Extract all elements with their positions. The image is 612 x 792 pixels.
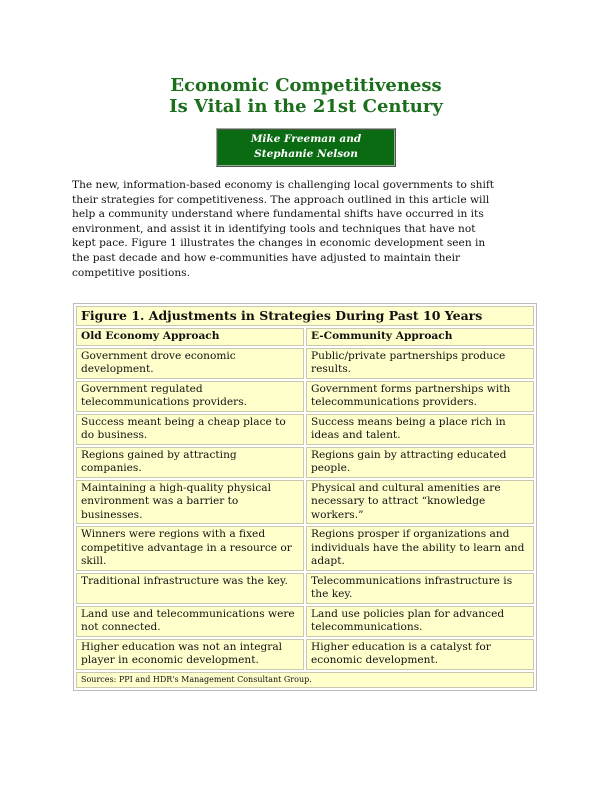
- old-economy-cell: Winners were regions with a fixed competitive advantage in a resource or skill.: [76, 526, 304, 571]
- e-community-cell: Public/private partnerships produce results.: [306, 348, 534, 379]
- old-economy-cell: Success meant being a cheap place to do business.: [76, 414, 304, 445]
- e-community-cell: Success means being a place rich in ideas and talent.: [306, 414, 534, 445]
- table-row: [76, 414, 534, 445]
- table-row: [76, 639, 534, 670]
- source-note: Sources: PPI and HDR's Management Consultant Group.: [76, 672, 534, 688]
- title-line: Is Vital in the 21st Century: [169, 96, 443, 117]
- e-community-cell: Land use policies plan for advanced telecommunications.: [306, 606, 534, 637]
- table-row: [76, 381, 534, 412]
- author-line: Mike Freeman and: [250, 133, 362, 145]
- e-community-cell: Higher education is a catalyst for economic development.: [306, 639, 534, 670]
- table-row: [76, 573, 534, 604]
- header-old-economy: Old Economy Approach: [76, 328, 304, 346]
- table-row: [76, 348, 534, 379]
- table-row: [76, 447, 534, 478]
- figure-title: Figure 1. Adjustments in Strategies During Past 10 Years: [76, 306, 534, 326]
- table-row: [76, 480, 534, 525]
- old-economy-cell: Government drove economic development.: [76, 348, 304, 379]
- e-community-cell: Regions prosper if organizations and individuals have the ability to learn and adapt.: [306, 526, 534, 571]
- title-line: Economic Competitiveness: [170, 75, 442, 96]
- intro-line: kept pace. Figure 1 illustrates the changes in economic development seen in: [72, 237, 486, 250]
- old-economy-cell: Higher education was not an integral player in economic development.: [76, 639, 304, 670]
- old-economy-cell: Maintaining a high-quality physical environment was a barrier to businesses.: [76, 480, 304, 525]
- figure-1-table: [73, 303, 537, 691]
- intro-line: the past decade and how e-communities have adjusted to maintain their: [72, 251, 461, 264]
- author-box: [216, 128, 396, 167]
- table-row: [76, 606, 534, 637]
- intro-line: competitive positions.: [72, 266, 190, 279]
- old-economy-cell: Government regulated telecommunications providers.: [76, 381, 304, 412]
- intro-line: The new, information-based economy is challenging local governments to shift: [72, 179, 495, 191]
- intro-line: environment, and assist it in identifying tools and techniques that have not: [72, 222, 476, 235]
- author-line: Stephanie Nelson: [254, 148, 358, 160]
- intro-line: help a community understand where fundamental shifts have occurred in its: [72, 208, 484, 221]
- header-e-community: E-Community Approach: [306, 328, 534, 346]
- e-community-cell: Regions gain by attracting educated people.: [306, 447, 534, 478]
- table-row: [76, 526, 534, 571]
- intro-line: their strategies for competitiveness. The approach outlined in this article will: [72, 193, 490, 206]
- old-economy-cell: Land use and telecommunications were not connected.: [76, 606, 304, 637]
- e-community-cell: Physical and cultural amenities are necessary to attract “knowledge workers.”: [306, 480, 534, 525]
- article-title: [0, 75, 612, 117]
- intro-paragraph: [72, 178, 542, 280]
- e-community-cell: Government forms partnerships with telecommunications providers.: [306, 381, 534, 412]
- e-community-cell: Telecommunications infrastructure is the key.: [306, 573, 534, 604]
- old-economy-cell: Traditional infrastructure was the key.: [76, 573, 304, 604]
- old-economy-cell: Regions gained by attracting companies.: [76, 447, 304, 478]
